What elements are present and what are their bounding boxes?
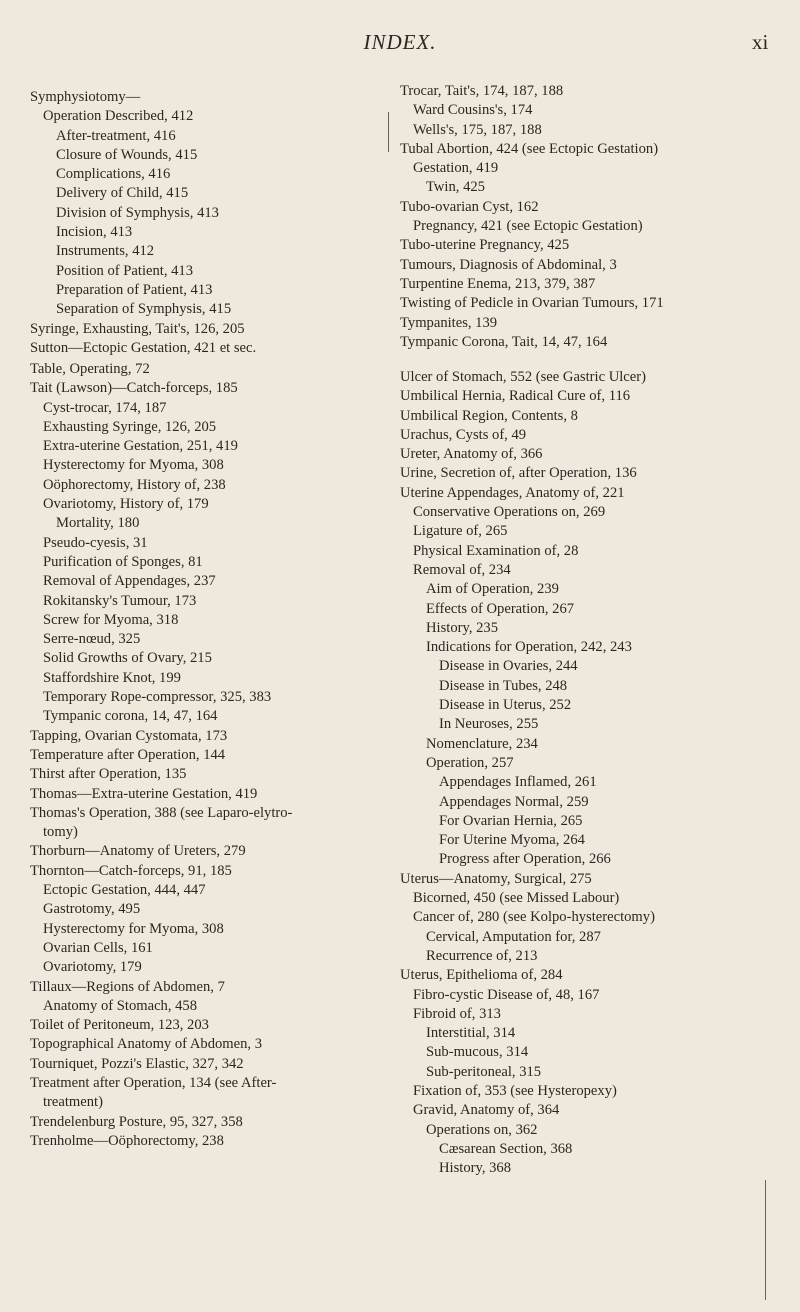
index-entry: Preparation of Patient, 413: [56, 281, 213, 298]
index-entry: Appendages Inflamed, 261: [439, 774, 597, 791]
index-entry: Conservative Operations on, 269: [413, 504, 606, 521]
index-entry: Toilet of Peritoneum, 123, 203: [30, 1017, 209, 1034]
index-entry: Solid Growths of Ovary, 215: [43, 650, 212, 667]
index-entry: Operations on, 362: [426, 1121, 538, 1138]
index-entry: Temperature after Operation, 144: [30, 746, 226, 763]
index-entry: Indications for Operation, 242, 243: [426, 639, 632, 656]
index-entry: Cervical, Amputation for, 287: [426, 928, 601, 945]
index-entry: Cancer of, 280 (see Kolpo-hysterectomy): [413, 909, 655, 926]
index-entry: Screw for Myoma, 318: [43, 611, 179, 628]
index-entry: Uterus, Epithelioma of, 284: [400, 967, 563, 984]
index-entry: Physical Examination of, 28: [413, 542, 579, 559]
index-entry: Ward Cousins's, 174: [413, 102, 533, 119]
index-entry: Gastrotomy, 495: [43, 901, 141, 918]
index-entry: Topographical Anatomy of Abdomen, 3: [30, 1036, 263, 1053]
index-entry: Table, Operating, 72: [30, 361, 150, 377]
index-entry: Rokitansky's Tumour, 173: [43, 592, 197, 609]
index-entry: Complications, 416: [56, 166, 171, 183]
index-entry: Removal of, 234: [413, 561, 511, 578]
index-entry: Closure of Wounds, 415: [56, 146, 198, 163]
index-entry: Uterus—Anatomy, Surgical, 275: [400, 870, 592, 887]
index-entry: Serre-nœud, 325: [43, 631, 141, 648]
index-entry: Staffordshire Knot, 199: [43, 669, 181, 686]
index-entry: Purification of Sponges, 81: [43, 553, 203, 570]
index-entry: Nomenclature, 234: [426, 735, 538, 752]
left-block-symphysiotomy: [30, 88, 385, 358]
index-entry: Fibroid of, 313: [413, 1005, 501, 1022]
index-entry: Fixation of, 353 (see Hysteropexy): [413, 1082, 617, 1099]
column-rule-bottom: [765, 1180, 766, 1300]
index-entry: Turpentine Enema, 213, 379, 387: [400, 275, 596, 292]
index-entry: Trendelenburg Posture, 95, 327, 358: [30, 1113, 243, 1130]
index-entry: Syringe, Exhausting, Tait's, 126, 205: [30, 320, 245, 337]
index-entry: Ectopic Gestation, 444, 447: [43, 882, 206, 899]
index-entry: History, 368: [439, 1160, 512, 1177]
index-entry: Urachus, Cysts of, 49: [400, 426, 527, 443]
left-block-t-entries: [30, 360, 385, 1151]
index-entry: Extra-uterine Gestation, 251, 419: [43, 438, 238, 455]
index-entry: Separation of Symphysis, 415: [56, 301, 232, 318]
index-entry: History, 235: [426, 619, 499, 636]
index-entry: Mortality, 180: [56, 515, 140, 532]
index-entry: Pregnancy, 421 (see Ectopic Gestation): [413, 218, 643, 235]
index-entry: Oöphorectomy, History of, 238: [43, 476, 226, 493]
index-entry: Disease in Ovaries, 244: [439, 658, 578, 675]
page-number: xi: [752, 30, 769, 54]
index-entry: tomy): [43, 824, 78, 841]
right-block-t-entries: [400, 82, 785, 352]
index-entry: Ureter, Anatomy of, 366: [400, 446, 543, 463]
index-entry: Wells's, 175, 187, 188: [413, 121, 542, 138]
index-entry: Exhausting Syringe, 126, 205: [43, 418, 217, 435]
index-entry: Sub-mucous, 314: [426, 1044, 529, 1061]
index-entry: Trocar, Tait's, 174, 187, 188: [400, 83, 564, 99]
index-entry: Thomas's Operation, 388 (see Laparo-elytro-: [30, 804, 293, 821]
index-entry: Sub-peritoneal, 315: [426, 1063, 542, 1080]
index-entry: Thornton—Catch-forceps, 91, 185: [30, 862, 232, 879]
index-entry: Tumours, Diagnosis of Abdominal, 3: [400, 256, 617, 273]
index-entry: Thorburn—Anatomy of Ureters, 279: [30, 843, 246, 860]
index-entry: Tubo-uterine Pregnancy, 425: [400, 237, 570, 254]
index-entry: Twisting of Pedicle in Ovarian Tumours, 171: [400, 295, 664, 312]
index-entry: Gestation, 419: [413, 160, 499, 177]
index-entry: Disease in Uterus, 252: [439, 697, 572, 714]
index-entry: Fibro-cystic Disease of, 48, 167: [413, 986, 600, 1003]
index-entry: Tympanic Corona, Tait, 14, 47, 164: [400, 333, 608, 350]
index-entry: Progress after Operation, 266: [439, 851, 611, 868]
index-entry: Tympanites, 139: [400, 314, 498, 331]
index-entry: Ligature of, 265: [413, 523, 508, 540]
index-entry: Appendages Normal, 259: [439, 793, 589, 810]
index-entry: Bicorned, 450 (see Missed Labour): [413, 890, 620, 907]
index-entry: Pseudo-cyesis, 31: [43, 534, 148, 551]
index-entry: Effects of Operation, 267: [426, 600, 575, 617]
index-entry: Symphysiotomy—: [30, 89, 141, 105]
index-entry: Tubal Abortion, 424 (see Ectopic Gestation): [400, 140, 659, 157]
index-entry: Tourniquet, Pozzi's Elastic, 327, 342: [30, 1055, 244, 1072]
index-entry: Recurrence of, 213: [426, 947, 538, 964]
index-entry: Removal of Appendages, 237: [43, 573, 216, 590]
index-entry: Gravid, Anatomy of, 364: [413, 1102, 560, 1119]
index-entry: Interstitial, 314: [426, 1025, 516, 1042]
index-entry: Cæsarean Section, 368: [439, 1140, 573, 1157]
index-entry: Tapping, Ovarian Cystomata, 173: [30, 727, 228, 744]
index-entry: Twin, 425: [426, 179, 485, 196]
index-entry: Thirst after Operation, 135: [30, 766, 187, 783]
index-entry: Anatomy of Stomach, 458: [43, 997, 198, 1014]
index-entry: treatment): [43, 1094, 103, 1111]
index-entry: Trenholme—Oöphorectomy, 238: [30, 1132, 224, 1149]
running-header: INDEX.: [363, 30, 437, 54]
index-entry: Instruments, 412: [56, 243, 155, 260]
index-entry: Uterine Appendages, Anatomy of, 221: [400, 484, 625, 501]
index-entry: Operation Described, 412: [43, 108, 194, 125]
index-entry: Umbilical Region, Contents, 8: [400, 407, 578, 424]
index-entry: Sutton—Ectopic Gestation, 421 et sec.: [30, 339, 257, 356]
index-entry: For Uterine Myoma, 264: [439, 832, 585, 849]
index-entry: Ovariotomy, History of, 179: [43, 496, 209, 513]
index-entry: Tait (Lawson)—Catch-forceps, 185: [30, 380, 238, 397]
index-entry: After-treatment, 416: [56, 127, 176, 144]
right-block-u-entries: [400, 368, 785, 1178]
index-entry: Ovariotomy, 179: [43, 959, 142, 976]
index-entry: Ovarian Cells, 161: [43, 939, 153, 956]
index-entry: Thomas—Extra-uterine Gestation, 419: [30, 785, 258, 802]
index-entry: Delivery of Child, 415: [56, 185, 189, 202]
index-entry: Tympanic corona, 14, 47, 164: [43, 708, 218, 725]
index-entry: Tillaux—Regions of Abdomen, 7: [30, 978, 225, 995]
index-entry: Aim of Operation, 239: [426, 581, 559, 598]
index-entry: Tubo-ovarian Cyst, 162: [400, 198, 539, 215]
index-entry: Operation, 257: [426, 754, 514, 771]
index-entry: Temporary Rope-compressor, 325, 383: [43, 689, 272, 706]
index-entry: Division of Symphysis, 413: [56, 204, 219, 221]
column-rule-top: [388, 112, 389, 152]
index-entry: Disease in Tubes, 248: [439, 677, 568, 694]
index-entry: Treatment after Operation, 134 (see After-: [30, 1074, 277, 1091]
index-entry: Cyst-trocar, 174, 187: [43, 399, 167, 416]
index-entry: Urine, Secretion of, after Operation, 136: [400, 465, 637, 482]
index-entry: For Ovarian Hernia, 265: [439, 812, 583, 829]
index-entry: Incision, 413: [56, 224, 133, 241]
index-entry: Position of Patient, 413: [56, 262, 194, 279]
index-entry: Hysterectomy for Myoma, 308: [43, 920, 224, 937]
index-entry: In Neuroses, 255: [439, 716, 539, 733]
index-entry: Ulcer of Stomach, 552 (see Gastric Ulcer): [400, 369, 646, 385]
index-entry: Umbilical Hernia, Radical Cure of, 116: [400, 388, 631, 405]
index-entry: Hysterectomy for Myoma, 308: [43, 457, 224, 474]
